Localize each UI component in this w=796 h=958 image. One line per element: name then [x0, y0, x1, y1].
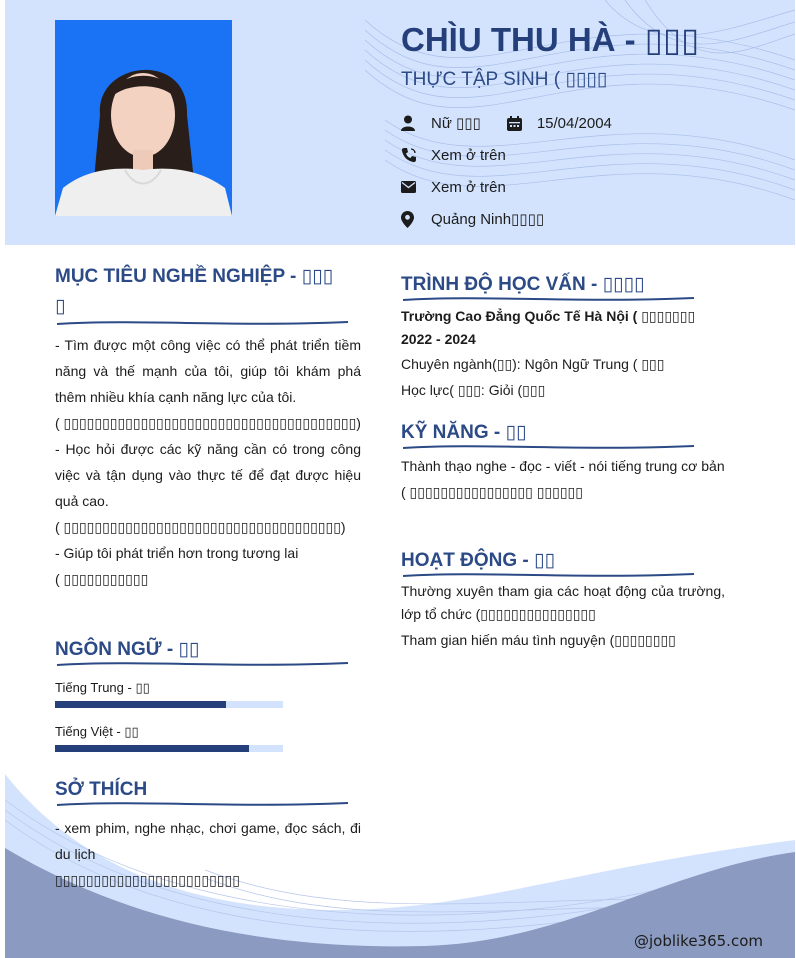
hobbies-title: SỞ THÍCH	[55, 779, 148, 800]
candidate-role: THỰC TẬP SINH ( ▯▯▯▯	[401, 69, 608, 90]
envelope-icon	[401, 181, 431, 193]
objective-paragraph-2-cn: ( ▯▯▯▯▯▯▯▯▯▯▯▯▯▯▯▯▯▯▯▯▯▯▯▯▯▯▯▯▯▯▯▯▯▯▯▯)	[55, 519, 346, 535]
activities-line-2: Tham gian hiến máu tình nguyện (▯▯▯▯▯▯▯▯	[401, 632, 676, 648]
education-years: 2022 - 2024	[401, 331, 476, 347]
education-grade: Học lực( ▯▯▯: Giỏi (▯▯▯	[401, 382, 546, 398]
phone-text[interactable]: Xem ở trên	[431, 146, 506, 164]
language-label-vietnamese: Tiếng Việt - ▯▯	[55, 724, 139, 739]
languages-title-underline	[55, 659, 350, 669]
objective-paragraph-3: - Giúp tôi phát triển hơn trong tương lai	[55, 545, 299, 561]
phone-icon	[401, 147, 431, 163]
language-bar-fill-chinese	[55, 701, 226, 708]
objective-title: MỤC TIÊU NGHỀ NGHIỆP - ▯▯▯ ▯	[55, 266, 334, 317]
gender-birthdate-row	[401, 111, 612, 135]
languages-title: NGÔN NGỮ - ▯▯	[55, 639, 200, 660]
hobbies-text: - xem phim, nghe nhạc, chơi game, đọc sách, đi du lịch	[55, 820, 361, 862]
objective-title-underline	[55, 318, 350, 328]
skills-title-underline	[401, 442, 696, 452]
phone-row	[401, 143, 506, 167]
address-text: Quảng Ninh▯▯▯▯	[431, 211, 545, 228]
objective-paragraph-2: - Học hỏi được các kỹ năng cần có trong công việc và tận dụng vào thực tế để đạt được hiệu quả cao.	[55, 441, 361, 509]
profile-photo	[55, 20, 232, 216]
birthdate-text: 15/04/2004	[536, 114, 612, 132]
watermark-text: @joblike365.com	[633, 932, 763, 950]
language-label-chinese: Tiếng Trung - ▯▯	[55, 680, 150, 695]
calendar-icon	[507, 116, 537, 131]
location-pin-icon	[401, 211, 431, 228]
cv-page	[5, 0, 795, 958]
objective-paragraph-3-cn: ( ▯▯▯▯▯▯▯▯▯▯▯	[55, 571, 149, 587]
education-school: Trường Cao Đẳng Quốc Tế Hà Nội ( ▯▯▯▯▯▯▯	[401, 308, 696, 324]
language-bar-fill-vietnamese	[55, 745, 249, 752]
activities-line-1: Thường xuyên tham gia các hoạt động của trường, lớp tổ chức (▯▯▯▯▯▯▯▯▯▯▯▯▯▯▯	[401, 583, 725, 622]
objective-paragraph-1: - Tìm được một công việc có thể phát triển tiềm năng và thế mạnh của tôi, giúp tôi khám phá thêm nhiều khía cạnh năng lực của tôi.	[55, 337, 361, 405]
activities-title-underline	[401, 570, 696, 580]
person-silhouette-icon	[55, 20, 232, 216]
skills-line-1: Thành thạo nghe - đọc - viết - nói tiếng trung cơ bản	[401, 458, 725, 474]
education-title: TRÌNH ĐỘ HỌC VẤN - ▯▯▯▯	[401, 274, 645, 295]
skills-title: KỸ NĂNG - ▯▯	[401, 422, 527, 443]
language-bar-chinese	[55, 701, 283, 708]
skills-line-2: ( ▯▯▯▯▯▯▯▯▯▯▯▯▯▯▯▯ ▯▯▯▯▯▯	[401, 484, 583, 500]
education-major: Chuyên ngành(▯▯): Ngôn Ngữ Trung ( ▯▯▯	[401, 356, 665, 372]
hobbies-text-cn: ▯▯▯▯▯▯▯▯▯▯▯▯▯▯▯▯▯▯▯▯▯▯▯▯	[55, 872, 240, 888]
candidate-name: CHÌU THU HÀ - ▯▯▯	[401, 21, 700, 58]
language-bar-vietnamese	[55, 745, 283, 752]
user-icon	[401, 115, 431, 131]
email-text[interactable]: Xem ở trên	[431, 178, 506, 196]
gender-text: Nữ ▯▯▯	[431, 115, 481, 132]
email-row	[401, 175, 506, 199]
education-title-underline	[401, 294, 696, 304]
activities-title: HOẠT ĐỘNG - ▯▯	[401, 550, 555, 571]
objective-paragraph-1-cn: ( ▯▯▯▯▯▯▯▯▯▯▯▯▯▯▯▯▯▯▯▯▯▯▯▯▯▯▯▯▯▯▯▯▯▯▯▯▯▯)	[55, 415, 361, 431]
address-row	[401, 207, 544, 231]
